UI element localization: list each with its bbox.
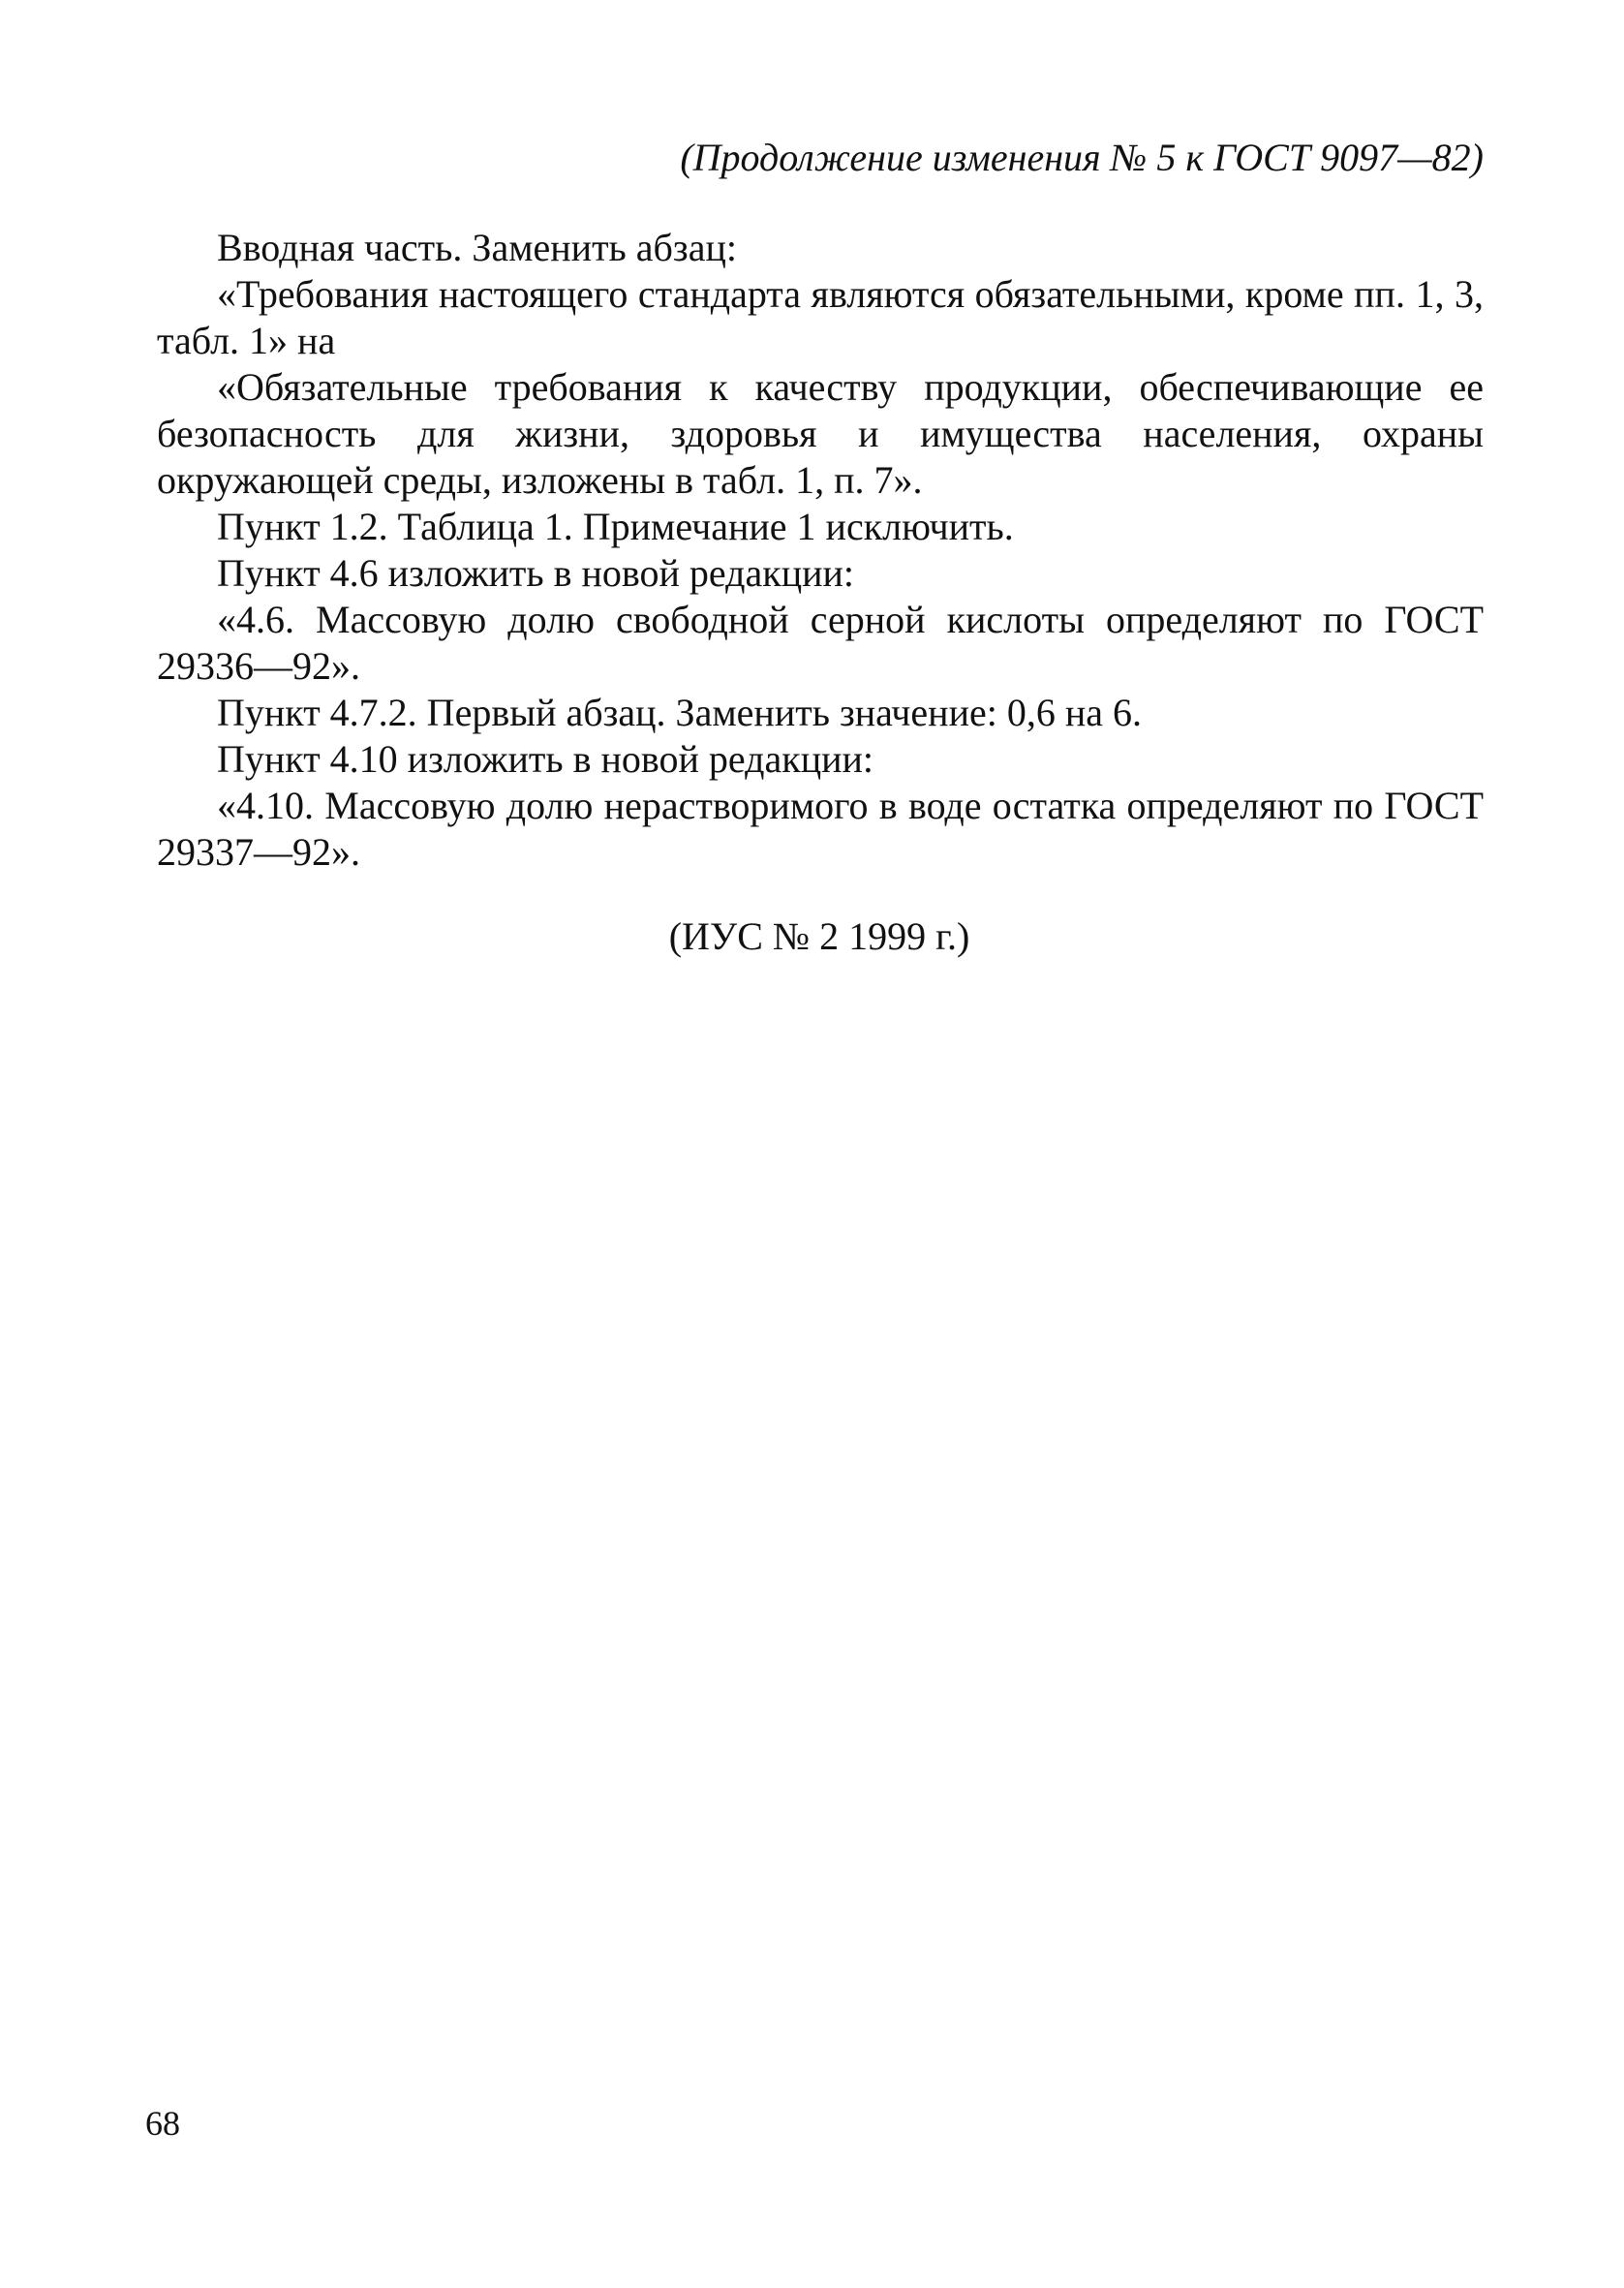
paragraph-item-1-2: Пункт 1.2. Таблица 1. Примечание 1 исключить. [217, 505, 1014, 548]
paragraph-item-4-10-text: «4.10. Массовую долю нерастворимого в воде остатка определяют по ГОСТ 29337—92». [157, 784, 1484, 874]
paragraph-item-4-10: Пункт 4.10 изложить в новой редакции: [217, 737, 874, 781]
paragraph-item-4-7-2: Пункт 4.7.2. Первый абзац. Заменить значение: 0,6 на 6. [217, 691, 1143, 734]
paragraph-new-requirements: «Обязательные требования к качеству продукции, обеспечивающие ее безопасность для жизни, здоровья и имущества населения, охраны окружающей среды, изложены в табл. 1, п. 7». [157, 365, 1484, 502]
paragraph-item-4-6: Пункт 4.6 изложить в новой редакции: [217, 551, 855, 595]
paragraph-item-4-6-text: «4.6. Массовую долю свободной серной кислоты определяют по ГОСТ 29336—92». [157, 598, 1484, 688]
continuation-header: (Продолжение изменения № 5 к ГОСТ 9097—82) [680, 136, 1484, 179]
paragraph-intro-part: Вводная часть. Заменить абзац: [217, 226, 737, 269]
ius-source-reference: (ИУС № 2 1999 г.) [668, 914, 970, 958]
page-number: 68 [145, 2104, 180, 2143]
amendment-body [157, 225, 1484, 876]
paragraph-old-requirements: «Требования настоящего стандарта являются обязательными, кроме пп. 1, 3, табл. 1» на [157, 272, 1484, 362]
